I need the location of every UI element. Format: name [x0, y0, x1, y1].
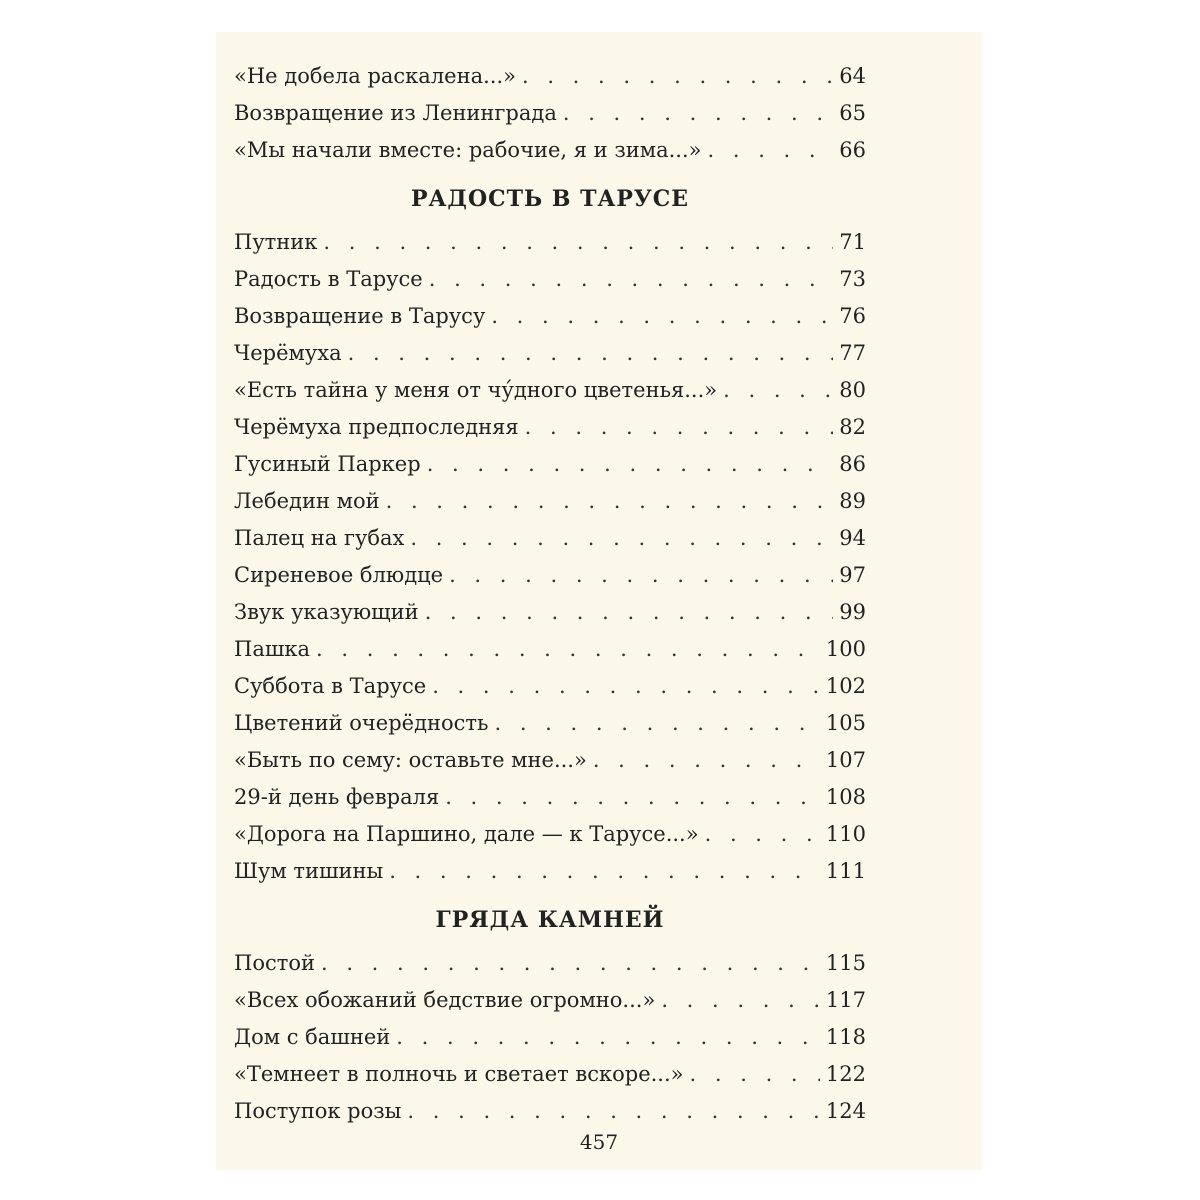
toc-entry-title: «Темнеет в полночь и светает вскоре...»	[234, 1062, 684, 1086]
toc-entry-page-number: 117	[825, 988, 866, 1012]
toc-entry-title: Шум тишины	[234, 859, 384, 883]
section-heading: ГРЯДА КАМНЕЙ	[435, 907, 665, 933]
toc-entry-page-number: 77	[839, 341, 866, 365]
toc-entry-page-number: 97	[839, 563, 866, 587]
toc-entry-title: «Быть по сему: оставьте мне...»	[234, 748, 587, 772]
dot-leader	[445, 779, 820, 816]
book-page	[216, 32, 982, 1170]
dot-leader	[593, 742, 820, 779]
toc-entry-title: Дом с башней	[234, 1025, 391, 1049]
toc-entry	[234, 1093, 866, 1130]
toc-entry-page-number: 100	[825, 637, 866, 661]
dot-leader	[491, 298, 833, 335]
dot-leader	[407, 1093, 820, 1130]
toc-entry-page-number: 108	[825, 785, 866, 809]
section-heading: РАДОСТЬ В ТАРУСЕ	[410, 186, 690, 212]
toc-entry	[234, 853, 866, 890]
toc-entry	[234, 557, 866, 594]
toc-entry-title: Черёмуха предпоследняя	[234, 415, 519, 439]
toc-entry-title: Гусиный Паркер	[234, 452, 421, 476]
toc-entry	[234, 446, 866, 483]
dot-leader	[705, 816, 820, 853]
toc-entry-page-number: 111	[825, 859, 866, 883]
toc-entry-page-number: 107	[825, 748, 866, 772]
toc-entry-page-number: 94	[839, 526, 866, 550]
toc-entry	[234, 261, 866, 298]
toc-entry	[234, 779, 866, 816]
dot-leader	[723, 372, 833, 409]
toc-entry-title: Палец на губах	[234, 526, 405, 550]
toc-entry-page-number: 118	[825, 1025, 866, 1049]
dot-leader	[563, 95, 833, 132]
page-number: 457	[579, 1130, 619, 1154]
toc-entry-page-number: 82	[839, 415, 866, 439]
toc-entry-page-number: 80	[839, 378, 866, 402]
toc-entry-title: «Не добела раскалена...»	[234, 64, 516, 88]
toc-entry	[234, 1019, 866, 1056]
table-of-contents	[234, 58, 866, 1130]
toc-entry-page-number: 105	[825, 711, 866, 735]
toc-entry-title: Лебедин мой	[234, 489, 380, 513]
dot-leader	[348, 335, 834, 372]
toc-entry	[234, 945, 866, 982]
toc-entry	[234, 742, 866, 779]
toc-entry-title: Возвращение в Тарусу	[234, 304, 486, 328]
toc-entry	[234, 298, 866, 335]
toc-entry	[234, 372, 866, 409]
toc-entry-title: 29-й день февраля	[234, 785, 440, 809]
toc-entry	[234, 594, 866, 631]
toc-entry	[234, 1056, 866, 1093]
dot-leader	[690, 1056, 820, 1093]
toc-entry-page-number: 73	[839, 267, 866, 291]
dot-leader	[661, 982, 820, 1019]
toc-entry	[234, 483, 866, 520]
toc-entry	[234, 335, 866, 372]
toc-entry	[234, 58, 866, 95]
toc-entry	[234, 409, 866, 446]
toc-entry	[234, 520, 866, 557]
dot-leader	[425, 594, 834, 631]
toc-entry-page-number: 66	[839, 138, 866, 162]
dot-leader	[432, 668, 820, 705]
dot-leader	[323, 224, 833, 261]
toc-entry-title: «Мы начали вместе: рабочие, я и зима...»	[234, 138, 702, 162]
toc-entry-title: «Дорога на Паршино, дале — к Тарусе...»	[234, 822, 699, 846]
dot-leader	[410, 520, 833, 557]
toc-entry-page-number: 122	[825, 1062, 866, 1086]
toc-entry-title: Цветений очерёдность	[234, 711, 489, 735]
dot-leader	[525, 409, 834, 446]
toc-entry-title: Возвращение из Ленинграда	[234, 101, 557, 125]
toc-entry	[234, 224, 866, 261]
toc-entry-title: «Есть тайна у меня от чу́дного цветенья...»	[234, 378, 718, 402]
toc-entry-title: Поступок розы	[234, 1099, 402, 1123]
toc-entry-page-number: 102	[825, 674, 866, 698]
toc-entry	[234, 705, 866, 742]
toc-entry-title: Путник	[234, 230, 318, 254]
toc-entry	[234, 982, 866, 1019]
toc-entry-page-number: 86	[839, 452, 866, 476]
toc-entry-title: Звук указующий	[234, 600, 419, 624]
dot-leader	[316, 631, 820, 668]
toc-entry	[234, 816, 866, 853]
dot-leader	[386, 483, 834, 520]
dot-leader	[708, 132, 834, 169]
toc-entry-title: Постой	[234, 951, 315, 975]
toc-entry	[234, 668, 866, 705]
dot-leader	[389, 853, 820, 890]
toc-entry-title: Черёмуха	[234, 341, 342, 365]
toc-entry-title: Пашка	[234, 637, 311, 661]
toc-entry-page-number: 89	[839, 489, 866, 513]
toc-entry-page-number: 124	[825, 1099, 866, 1123]
dot-leader	[396, 1019, 820, 1056]
toc-entry-title: Сиреневое блюдце	[234, 563, 444, 587]
toc-entry-page-number: 76	[839, 304, 866, 328]
toc-entry	[234, 631, 866, 668]
toc-entry-title: «Всех обожаний бедствие огромно...»	[234, 988, 656, 1012]
toc-entry-title: Суббота в Тарусе	[234, 674, 427, 698]
dot-leader	[494, 705, 819, 742]
toc-entry-page-number: 99	[839, 600, 866, 624]
toc-entry	[234, 95, 866, 132]
dot-leader	[449, 557, 833, 594]
toc-entry-page-number: 65	[839, 101, 866, 125]
toc-entry-page-number: 115	[825, 951, 866, 975]
toc-entry-page-number: 64	[839, 64, 866, 88]
dot-leader	[429, 261, 834, 298]
toc-entry-title: Радость в Тарусе	[234, 267, 423, 291]
dot-leader	[427, 446, 834, 483]
toc-entry-page-number: 71	[839, 230, 866, 254]
toc-entry-page-number: 110	[825, 822, 866, 846]
dot-leader	[321, 945, 820, 982]
toc-entry	[234, 132, 866, 169]
dot-leader	[522, 58, 833, 95]
